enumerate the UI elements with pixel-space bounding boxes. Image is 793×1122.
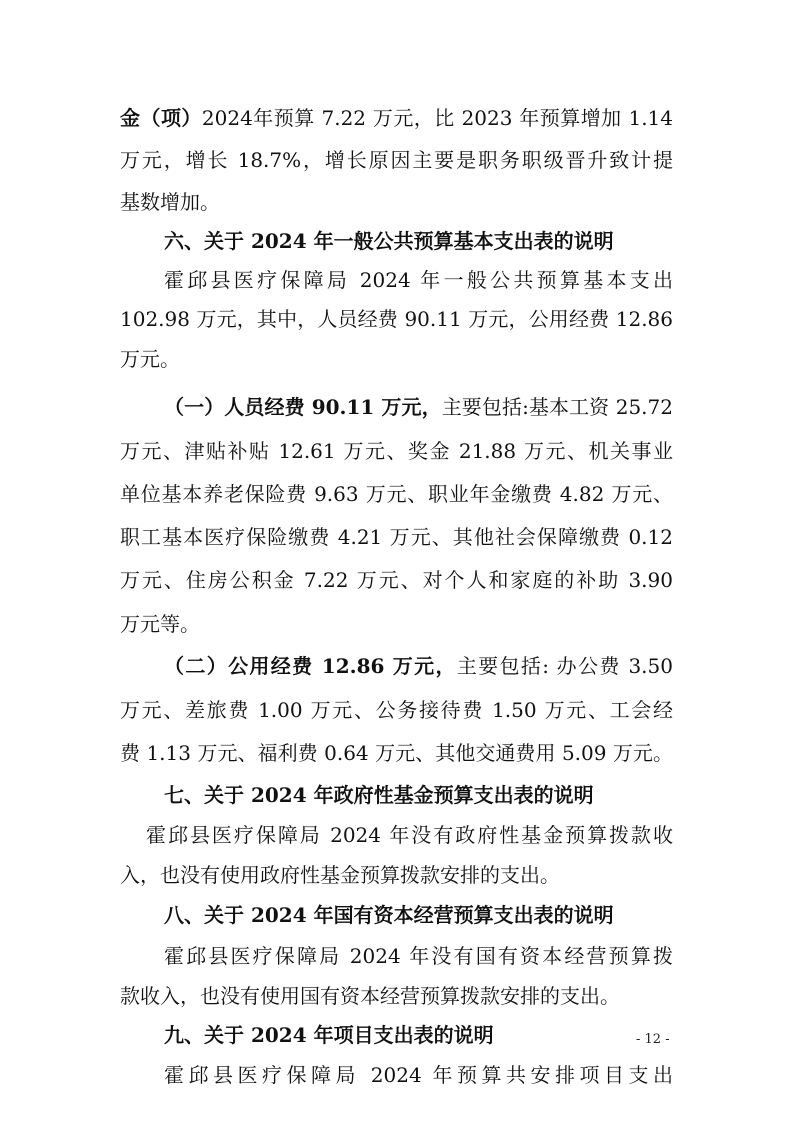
page-number: - 12 -	[636, 1032, 670, 1047]
body-text-line: 入，也没有使用政府性基金预算拨款安排的支出。	[120, 863, 560, 887]
body-text-line: 霍邱县医疗保障局 2024 年预算共安排项目支出	[164, 1063, 673, 1087]
section-heading-7: 七、关于 2024 年政府性基金预算支出表的说明	[164, 783, 594, 807]
body-text-line: 霍邱县医疗保障局 2024 年没有政府性基金预算拨款收	[146, 823, 673, 847]
section-heading-6: 六、关于 2024 年一般公共预算基本支出表的说明	[164, 229, 614, 253]
body-text-line: 款收入，也没有使用国有资本经营预算拨款安排的支出。	[120, 984, 620, 1008]
bold-lead: （一）人员经费 90.11 万元，	[164, 395, 442, 419]
line-text: 2024年预算 7.22 万元，比 2023 年预算增加 1.14	[201, 106, 673, 130]
body-text-line: 霍邱县医疗保障局 2024 年一般公共预算基本支出	[164, 268, 673, 292]
body-text-line: 万元。	[120, 347, 180, 371]
body-text-line	[120, 98, 673, 138]
subsection-personnel	[164, 387, 673, 427]
section-heading-8: 八、关于 2024 年国有资本经营预算支出表的说明	[164, 903, 614, 927]
body-text-line: 万元等。	[120, 612, 200, 636]
line-text: 主要包括: 办公费 3.50	[456, 654, 673, 678]
body-text-line: 万元、津贴补贴 12.61 万元、奖金 21.88 万元、机关事业	[120, 439, 673, 463]
body-text-line: 单位基本养老保险费 9.63 万元、职业年金缴费 4.82 万元、	[120, 482, 673, 506]
body-text-line: 基数增加。	[120, 190, 220, 214]
body-text-line: 万元、住房公积金 7.22 万元、对个人和家庭的补助 3.90	[120, 568, 673, 592]
bold-lead: （二）公用经费 12.86 万元，	[164, 654, 457, 678]
subsection-public	[164, 646, 673, 686]
body-text-line: 职工基本医疗保险缴费 4.21 万元、其他社会保障缴费 0.12	[120, 525, 673, 549]
body-text-line: 费 1.13 万元、福利费 0.64 万元、其他交通费用 5.09 万元。	[120, 741, 673, 765]
bold-lead: 金（项）	[120, 106, 202, 130]
line-text: 主要包括:基本工资 25.72	[441, 395, 673, 419]
section-heading-9: 九、关于 2024 年项目支出表的说明	[164, 1023, 494, 1047]
body-text-line: 万元、差旅费 1.00 万元、公务接待费 1.50 万元、工会经	[120, 698, 673, 722]
body-text-line: 万元，增长 18.7%，增长原因主要是职务职级晋升致计提	[120, 148, 673, 172]
body-text-line: 霍邱县医疗保障局 2024 年没有国有资本经营预算拨	[164, 944, 673, 968]
body-text-line: 102.98 万元，其中，人员经费 90.11 万元，公用经费 12.86	[120, 307, 673, 331]
